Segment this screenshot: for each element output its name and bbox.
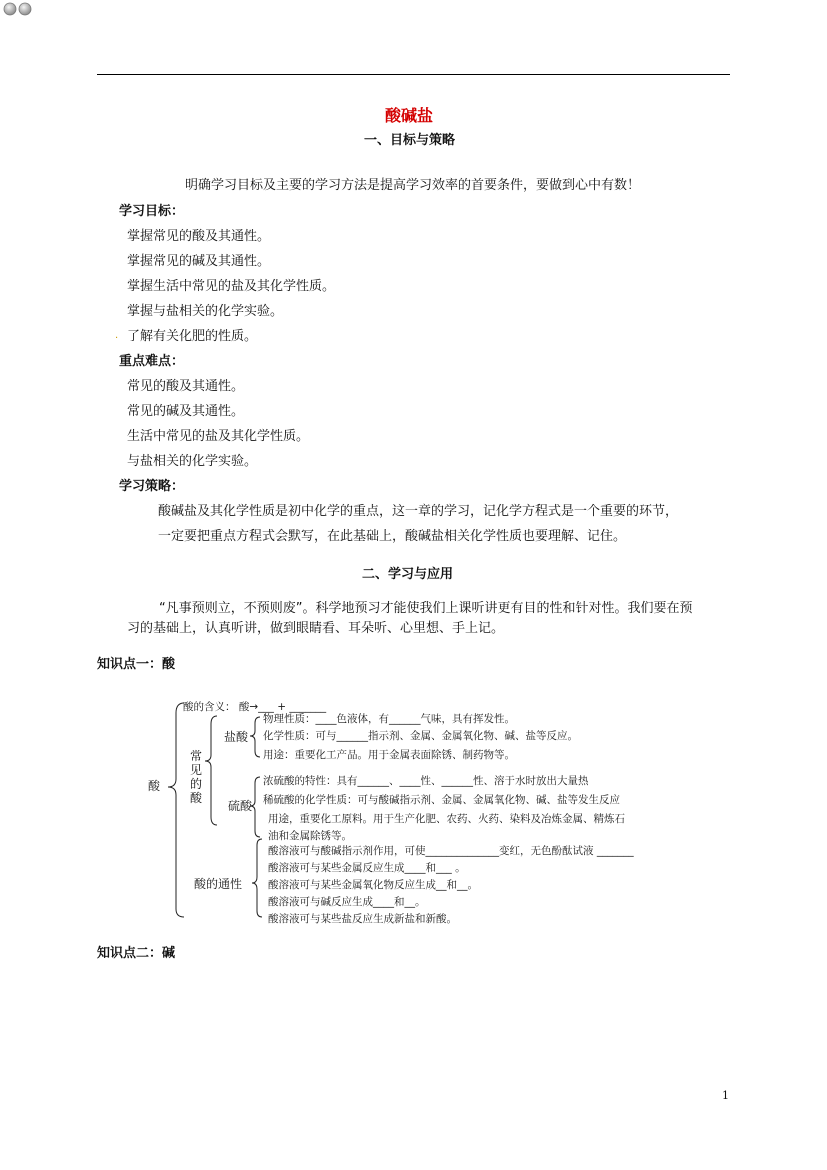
general-properties-label: 酸的通性 — [194, 877, 243, 891]
goal-item: 了解有关化肥的性质。 — [127, 329, 258, 344]
h2so4-line: 稀硫酸的化学性质：可与酸碱指示剂、金属、金属氧化物、碱、盐等发生反应 — [263, 794, 620, 806]
strategy-label: 学习策略： — [119, 479, 185, 494]
knowledge-point-1: 知识点一：酸 — [97, 657, 176, 672]
two-circles-logo-icon — [2, 2, 34, 16]
key-item: 与盐相关的化学实验。 — [127, 454, 258, 469]
preview-paragraph-line: “凡事预则立，不预则废”。科学地预习才能使我们上课听讲更有目的性和针对性。我们要在预 — [159, 601, 693, 616]
knowledge-point-2: 知识点二：碱 — [97, 946, 176, 961]
general-line: 酸溶液可与某些盐反应生成新盐和新酸。 — [268, 913, 457, 925]
h2so4-line: 浓硫酸的特性：具有______、____性、______性、溶于水时放出大量热 — [263, 775, 589, 787]
page-number: 1 — [722, 1089, 729, 1102]
hcl-line: 化学性质：可与______指示剂、金属、金属氧化物、碱、盐等反应。 — [263, 730, 578, 742]
strategy-line: 酸碱盐及其化学性质是初中化学的重点，这一章的学习，记化学方程式是一个重要的环节， — [158, 504, 679, 519]
preview-paragraph-line: 习的基础上，认真听讲，做到眼睛看、耳朵听、心里想、手上记。 — [127, 621, 505, 636]
key-points-label: 重点难点： — [119, 354, 185, 369]
stray-mark: . — [115, 330, 119, 341]
strategy-line: 一定要把重点方程式会默写，在此基础上，酸碱盐相关化学性质也要理解、记住。 — [158, 529, 627, 544]
general-line: 酸溶液可与某些金属氧化物反应生成__和__。 — [268, 879, 478, 891]
diagram-root-acid: 酸 — [148, 779, 161, 793]
hcl-label: 盐酸 — [224, 730, 249, 744]
key-item: 常见的酸及其通性。 — [127, 379, 245, 394]
section-heading-2: 二、学习与应用 — [362, 567, 454, 582]
goal-item: 掌握常见的酸及其通性。 — [127, 229, 271, 244]
goal-item: 掌握生活中常见的盐及其化学性质。 — [127, 279, 336, 294]
general-line: 酸溶液可与某些金属反应生成____和___ 。 — [268, 862, 466, 874]
h2so4-label: 硫酸 — [228, 799, 253, 813]
h2so4-line: 用途，重要化工原料。用于生产化肥、农药、火药、染料及冶炼金属、精炼石 — [268, 813, 625, 825]
key-item: 常见的碱及其通性。 — [127, 404, 245, 419]
goal-item: 掌握常见的碱及其通性。 — [127, 254, 271, 269]
hcl-line: 用途：重要化工产品。用于金属表面除锈、制药物等。 — [263, 749, 515, 761]
goals-label: 学习目标： — [119, 204, 185, 219]
key-item: 生活中常见的盐及其化学性质。 — [127, 429, 310, 444]
hcl-line: 物理性质：____色液体，有______气味，具有挥发性。 — [263, 713, 515, 725]
section-heading-1: 一、目标与策略 — [364, 133, 456, 148]
doc-title: 酸碱盐 — [385, 106, 434, 125]
general-line: 酸溶液可与碱反应生成____和__。 — [268, 896, 426, 908]
general-line: 酸溶液可与酸碱指示剂作用，可使______________变红，无色酚酞试液 _______ — [268, 845, 634, 857]
acid-concept-diagram — [140, 697, 740, 925]
h2so4-line: 油和金属除锈等。 — [268, 830, 352, 842]
common-acids-label: 常见的酸 — [190, 749, 203, 805]
intro-paragraph: 明确学习目标及主要的学习方法是提高学习效率的首要条件，要做到心中有数！ — [185, 178, 641, 193]
acid-meaning: 酸的含义： 酸→___ + _______ — [183, 701, 327, 713]
goal-item: 掌握与盐相关的化学实验。 — [127, 304, 284, 319]
header-rule — [97, 74, 730, 75]
